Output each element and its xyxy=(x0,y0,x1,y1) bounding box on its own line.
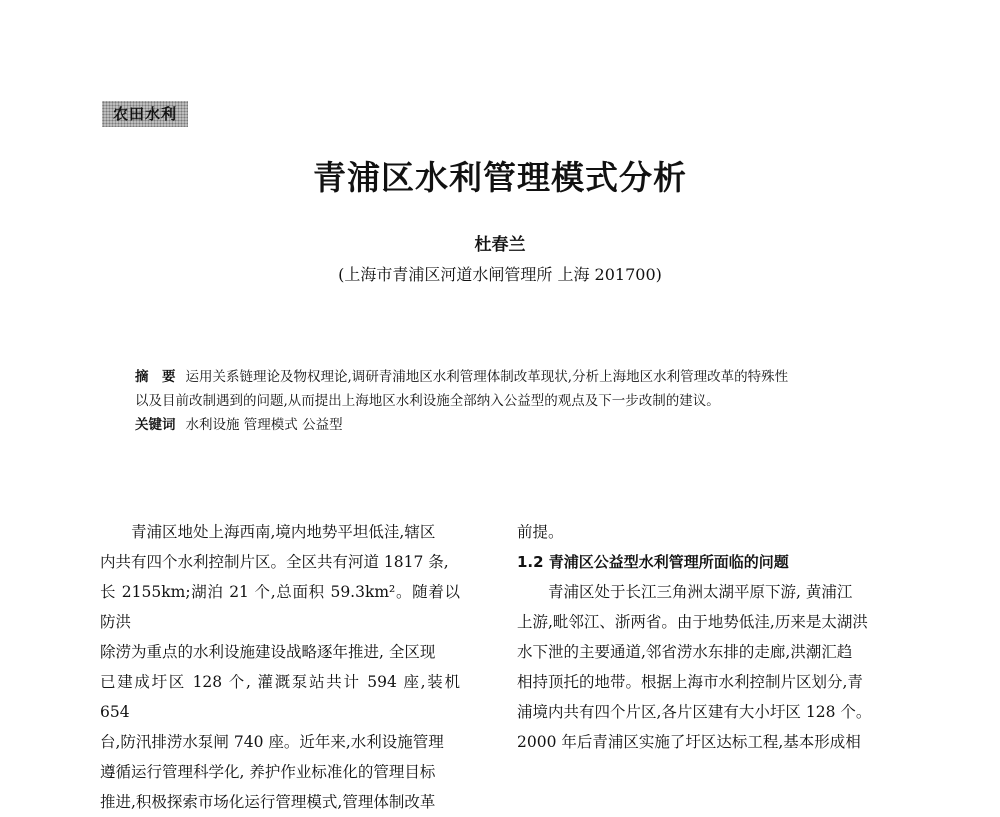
body-line: 相持顶托的地带。根据上海市水利控制片区划分,青 xyxy=(517,673,863,691)
keywords-label: 关键词 xyxy=(135,417,176,433)
body-line: 已建成圩区 128 个, 灌溉泵站共计 594 座,装机 654 xyxy=(100,673,460,721)
body-line: 除涝为重点的水利设施建设战略逐年推进, 全区现 xyxy=(100,643,436,661)
body-line: 浦境内共有四个片区,各片区建有大小圩区 128 个。 xyxy=(517,703,872,721)
abstract-text-1: 运用关系链理论及物权理论,调研青浦地区水利管理体制改革现状,分析上海地区水利管理改革的特殊性 xyxy=(185,369,789,385)
paper-title: 青浦区水利管理模式分析 xyxy=(313,158,687,197)
section-tag: 农田水利 xyxy=(102,101,188,127)
body-line: 2000 年后青浦区实施了圩区达标工程,基本形成相 xyxy=(517,733,861,751)
section-heading: 1.2 青浦区公益型水利管理所面临的问题 xyxy=(517,553,789,571)
body-line: 前提。 xyxy=(517,523,564,541)
body-line: 内共有四个水利控制片区。全区共有河道 1817 条, xyxy=(100,553,449,571)
body-line: 上游,毗邻江、浙两省。由于地势低洼,历来是太湖洪 xyxy=(517,613,868,631)
body-line: 水下泄的主要通道,邻省涝水东排的走廊,洪潮汇趋 xyxy=(517,643,853,661)
abstract-block xyxy=(135,365,870,437)
abstract-label: 摘 要 xyxy=(135,369,176,385)
body-line: 推进,积极探索市场化运行管理模式,管理体制改革 xyxy=(100,793,436,811)
body-line: 青浦区地处上海西南,境内地势平坦低洼,辖区 xyxy=(131,523,436,541)
keywords-text: 水利设施 管理模式 公益型 xyxy=(185,417,343,433)
abstract-line-1 xyxy=(135,365,870,389)
author-name: 杜春兰 xyxy=(474,235,526,255)
body-line: 遵循运行管理科学化, 养护作业标准化的管理目标 xyxy=(100,763,436,781)
body-right-column xyxy=(517,517,897,757)
abstract-line-2: 以及目前改制遇到的问题,从而提出上海地区水利设施全部纳入公益型的观点及下一步改制的建议。 xyxy=(135,393,720,409)
body-line: 青浦区处于长江三角洲太湖平原下游, 黄浦江 xyxy=(548,583,853,601)
body-left-column xyxy=(100,517,460,817)
author-affiliation: (上海市青浦区河道水闸管理所 上海 201700) xyxy=(338,265,662,284)
keywords-line xyxy=(135,413,870,437)
body-line: 台,防汛排涝水泵闸 740 座。近年来,水利设施管理 xyxy=(100,733,444,751)
body-line: 长 2155km;湖泊 21 个,总面积 59.3km²。随着以防洪 xyxy=(100,583,460,631)
